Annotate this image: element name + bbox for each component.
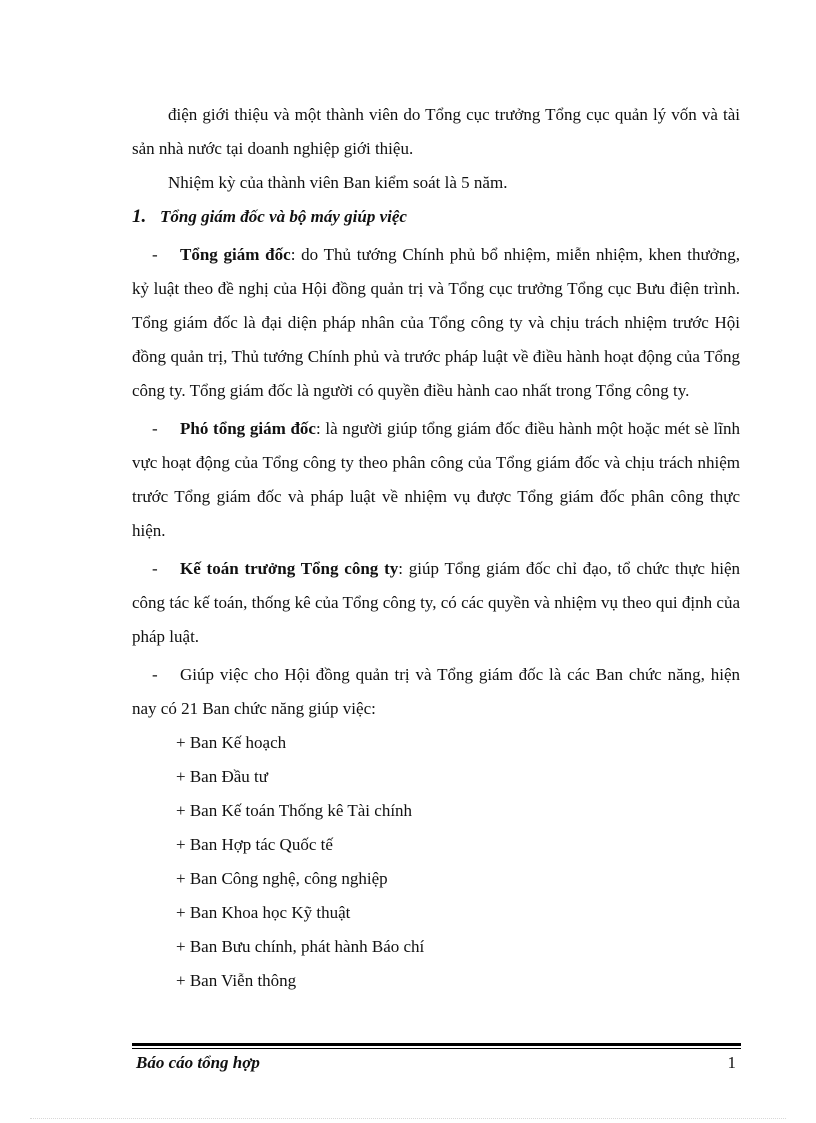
section-heading (132, 200, 740, 234)
item-deputy-director (132, 412, 740, 548)
dash-bullet: - (152, 419, 158, 438)
item-text: : giúp Tổng giám đốc chỉ đạo, tổ chức thực hiện công tác kế toán, thống kê của Tổng công ty, có các quyền và nhiệm vụ theo qui định của pháp luật. (132, 559, 741, 646)
department-list (132, 726, 740, 998)
footer-divider-thin (132, 1048, 741, 1049)
list-item: + Ban Viễn thông (176, 971, 297, 990)
item-general-director (132, 238, 740, 408)
item-term: Phó tổng giám đốc (180, 419, 316, 438)
intro-paragraph: điện giới thiệu và một thành viên do Tổng cục trưởng Tổng cục quản lý vốn và tài sản nhà nước tại doanh nghiệp giới thiệu. (132, 105, 740, 158)
footer-title: Báo cáo tổng hợp (136, 1053, 260, 1072)
list-item: + Ban Đầu tư (176, 767, 268, 786)
list-item: + Ban Hợp tác Quốc tế (176, 835, 333, 854)
dash-bullet: - (152, 665, 158, 684)
item-text: : do Thủ tướng Chính phủ bổ nhiệm, miễn nhiệm, khen thưởng, kỷ luật theo đề nghị của Hội đồng quản trị và Tổng cục trưởng Tổng cục Bưu điện trình. Tổng giám đốc là đại diện pháp nhân của Tổng công ty và chịu trách nhiệm trước Hội đồng quản trị, Thủ tướng Chính phủ và trước pháp luật về điều hành hoạt động của Tổng công ty. Tổng giám đốc là người có quyền điều hành cao nhất trong Tổng công ty. (132, 245, 740, 400)
footer-divider (132, 1043, 741, 1046)
section-number: 1. (132, 206, 147, 227)
page-number: 1 (727, 1053, 736, 1072)
list-item: + Ban Khoa học Kỹ thuật (176, 903, 351, 922)
item-text: : là người giúp tổng giám đốc điều hành một hoặc mét sè lĩnh vực hoạt động của Tổng công ty theo phân công của Tổng giám đốc và chịu trách nhiệm trước Tổng giám đốc và pháp luật về nhiệm vụ được Tổng giám đốc phân công thực hiện. (132, 419, 740, 540)
item-text: Giúp việc cho Hội đồng quản trị và Tổng giám đốc là các Ban chức năng, hiện nay có 21 Ban chức năng giúp việc: (132, 665, 740, 718)
section-title: Tổng giám đốc và bộ máy giúp việc (160, 207, 407, 226)
list-item: + Ban Kế toán Thống kê Tài chính (176, 801, 413, 820)
term-paragraph: Nhiệm kỳ của thành viên Ban kiểm soát là 5 năm. (168, 173, 508, 192)
item-term: Kế toán trưởng Tổng công ty (180, 559, 399, 578)
item-support-departments (132, 658, 740, 726)
list-item: + Ban Bưu chính, phát hành Báo chí (176, 937, 425, 956)
item-term: Tổng giám đốc (180, 245, 291, 264)
item-chief-accountant (132, 552, 740, 654)
list-item: + Ban Kế hoạch (176, 733, 287, 752)
document-body (132, 98, 740, 998)
list-item: + Ban Công nghệ, công nghiệp (176, 869, 388, 888)
dash-bullet: - (152, 245, 158, 264)
dash-bullet: - (152, 559, 158, 578)
page-edge (30, 1118, 786, 1119)
